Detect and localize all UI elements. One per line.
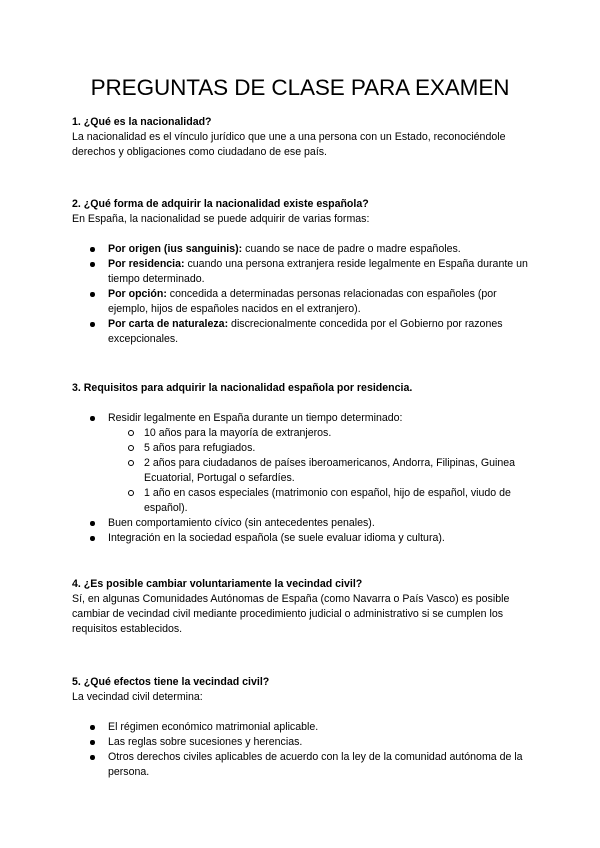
item-term: Por origen (ius sanguinis): xyxy=(108,243,243,255)
section-5-intro: La vecindad civil determina: xyxy=(72,691,203,703)
list-item xyxy=(72,317,532,347)
list-item: Integración en la sociedad española (se suele evaluar idioma y cultura). xyxy=(72,531,532,546)
item-text: discrecionalmente concedida por el Gobierno por razones excepcionales. xyxy=(108,318,503,345)
section-2 xyxy=(72,197,532,347)
page-title: PREGUNTAS DE CLASE PARA EXAMEN xyxy=(90,75,510,100)
effects-list xyxy=(72,720,532,780)
list-item: Buen comportamiento cívico (sin antecedentes penales). xyxy=(72,516,532,531)
section-5 xyxy=(72,675,532,780)
answer-4: Sí, en algunas Comunidades Autónomas de España (como Navarra o País Vasco) es posible cambiar de vecindad civil mediante procedimiento judicial o administrativo si se cumplen los requisitos establecidos. xyxy=(72,593,510,635)
list-item xyxy=(72,287,532,317)
item-term: Por carta de naturaleza: xyxy=(108,318,229,330)
question-4: 4. ¿Es posible cambiar voluntariamente la vecindad civil? xyxy=(72,578,363,590)
acquisition-list xyxy=(72,242,532,347)
sublist-item: 2 años para ciudadanos de países iberoamericanos, Andorra, Filipinas, Guinea Ecuatorial, Portugal o sefardíes. xyxy=(108,456,532,486)
item-text: cuando una persona extranjera reside legalmente en España durante un tiempo determinado. xyxy=(108,258,528,285)
list-item xyxy=(72,257,532,287)
section-2-intro: En España, la nacionalidad se puede adquirir de varias formas: xyxy=(72,213,370,225)
item-term: Por residencia: xyxy=(108,258,185,270)
sublist-item: 5 años para refugiados. xyxy=(108,441,532,456)
question-2: 2. ¿Qué forma de adquirir la nacionalidad existe española? xyxy=(72,198,369,210)
duration-sublist xyxy=(108,426,532,516)
list-item xyxy=(72,411,532,516)
item-text: concedida a determinadas personas relacionadas con españoles (por ejemplo, hijos de españoles nacidos en el extranjero). xyxy=(108,288,497,315)
question-1: 1. ¿Qué es la nacionalidad? xyxy=(72,116,212,128)
question-5: 5. ¿Qué efectos tiene la vecindad civil? xyxy=(72,676,270,688)
list-item: Otros derechos civiles aplicables de acuerdo con la ley de la comunidad autónoma de la persona. xyxy=(72,750,532,780)
list-item xyxy=(72,242,532,257)
section-4 xyxy=(72,577,532,637)
section-3 xyxy=(72,381,532,546)
requirements-list xyxy=(72,411,532,546)
item-text: Residir legalmente en España durante un tiempo determinado: xyxy=(108,412,403,424)
item-text: cuando se nace de padre o madre españoles. xyxy=(242,243,461,255)
sublist-item: 1 año en casos especiales (matrimonio con español, hijo de español, viudo de español). xyxy=(108,486,532,516)
section-1 xyxy=(72,115,532,160)
answer-1: La nacionalidad es el vínculo jurídico que une a una persona con un Estado, reconociéndole derechos y obligaciones como ciudadano de ese país. xyxy=(72,131,506,158)
list-item: El régimen económico matrimonial aplicable. xyxy=(72,720,532,735)
item-term: Por opción: xyxy=(108,288,167,300)
question-3: 3. Requisitos para adquirir la nacionalidad española por residencia. xyxy=(72,382,413,394)
sublist-item: 10 años para la mayoría de extranjeros. xyxy=(108,426,532,441)
list-item: Las reglas sobre sucesiones y herencias. xyxy=(72,735,532,750)
